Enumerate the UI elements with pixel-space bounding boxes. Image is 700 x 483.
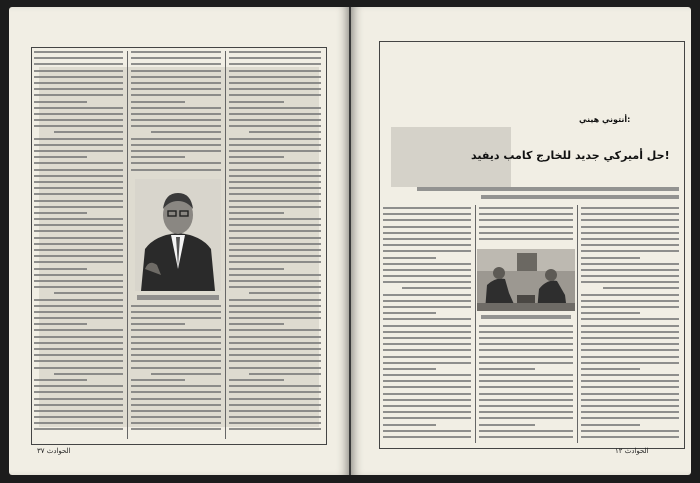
text-line [229,323,284,325]
text-line [383,269,471,271]
text-line [229,317,321,319]
text-line [34,150,123,152]
text-line [34,218,123,220]
text-line [229,206,321,208]
text-line [581,331,679,333]
text-line [34,76,123,78]
text-line [581,417,679,419]
text-line [34,243,123,245]
text-line [581,424,640,426]
text-line [581,362,679,364]
text-line [34,187,123,189]
text-line [34,354,123,356]
article-deck-line [481,195,679,199]
text-line [34,206,123,208]
text-line [383,417,471,419]
text-line [34,107,123,109]
text-line [383,411,471,413]
text-line [383,238,471,240]
text-line [581,263,679,265]
text-line [383,349,471,351]
text-line [34,280,123,282]
column-rule [127,51,128,439]
text-line [479,368,535,370]
text-line [229,385,321,387]
text-line [131,156,185,158]
text-line [34,224,123,226]
text-line [34,113,123,115]
text-line [383,300,471,302]
text-line [581,275,679,277]
left-folio: الحوادث ٣٧ [37,447,71,455]
text-line [581,232,679,234]
text-line [383,368,436,370]
text-line [383,356,471,358]
text-line [229,416,321,418]
text-line [581,430,679,432]
text-line [229,94,321,96]
text-line [383,306,471,308]
text-line [581,411,679,413]
text-line [229,107,321,109]
text-line [581,368,640,370]
text-line [581,300,679,302]
text-line [131,385,221,387]
text-line [131,404,221,406]
text-line [131,101,185,103]
text-line [131,348,221,350]
text-line [34,360,123,362]
column-rule [225,51,226,439]
text-line [383,257,436,259]
text-line [131,57,221,59]
text-line [131,329,221,331]
text-line [54,373,123,375]
text-line [229,367,321,369]
text-line [383,331,471,333]
text-line [479,331,573,333]
text-line [479,232,573,234]
text-line [34,237,123,239]
text-line [383,294,471,296]
text-line [34,311,123,313]
text-line [581,219,679,221]
text-line [581,213,679,215]
text-line [383,213,471,215]
text-line [229,224,321,226]
meeting-photo [477,249,575,311]
text-line [34,125,123,127]
text-line [383,362,471,364]
text-line [131,107,221,109]
text-line [131,119,221,121]
text-line [229,348,321,350]
text-line [34,119,123,121]
text-line [383,380,471,382]
text-line [34,404,123,406]
text-line [479,405,573,407]
column-rule [577,205,578,443]
article-kicker: أنتوني هيني: [579,115,631,124]
left-page [9,7,349,475]
text-line [34,348,123,350]
text-line [479,380,573,382]
text-line [131,360,221,362]
text-line [229,398,321,400]
text-line [581,356,679,358]
text-line [34,193,123,195]
text-line [479,399,573,401]
article-deck [417,187,679,191]
text-line [131,169,221,171]
text-line [581,281,679,283]
text-line [151,131,221,133]
text-line [229,336,321,338]
text-line [383,393,471,395]
text-line [479,393,573,395]
text-line [229,156,284,158]
text-line [34,274,123,276]
text-line [131,88,221,90]
photo-caption [481,315,571,319]
text-line [383,244,471,246]
text-line [131,138,221,140]
text-line [479,226,573,228]
text-line [581,318,679,320]
text-line [131,323,185,325]
text-line [131,416,221,418]
text-line [479,343,573,345]
article-column-3 [581,207,679,443]
text-line [34,336,123,338]
text-line [34,329,123,331]
text-line [383,386,471,388]
text-line [131,367,221,369]
text-line [479,207,573,209]
text-line [34,342,123,344]
text-line [581,436,679,438]
text-line [34,138,123,140]
text-line [383,325,471,327]
text-line [229,329,321,331]
text-line [229,342,321,344]
text-line [229,187,321,189]
text-line [34,367,123,369]
text-line [131,51,221,53]
text-line [383,318,471,320]
text-line [581,257,640,259]
text-line [34,317,123,319]
article-headline: حل أميركي جديد للخارج كامب ديفيد! [471,149,670,162]
text-line [34,94,123,96]
text-line [249,373,321,375]
text-line [581,226,679,228]
text-line [383,263,471,265]
text-line [131,336,221,338]
text-line [34,255,123,257]
text-line [34,385,123,387]
text-line [383,281,471,283]
text-line [229,57,321,59]
text-line [151,373,221,375]
text-line [229,88,321,90]
text-line [229,410,321,412]
text-line [34,230,123,232]
text-line [581,306,679,308]
text-line [229,249,321,251]
text-line [34,70,123,72]
text-line [581,244,679,246]
text-line [581,312,640,314]
text-line [229,268,284,270]
text-line [34,286,123,288]
text-line [229,274,321,276]
text-line [479,219,573,221]
text-line [479,417,573,419]
text-line [229,404,321,406]
text-line [229,255,321,257]
text-line [34,162,123,164]
text-line [131,305,221,307]
text-line [34,200,123,202]
text-line [229,175,321,177]
text-line [34,175,123,177]
text-line [249,131,321,133]
article-column-1 [34,51,123,439]
text-line [383,207,471,209]
text-line [581,405,679,407]
text-line [383,226,471,228]
column-rule [475,205,476,443]
text-line [581,337,679,339]
text-line [581,380,679,382]
text-line [229,63,321,65]
text-line [229,243,321,245]
text-line [131,82,221,84]
text-line [581,349,679,351]
text-line [229,51,321,53]
text-line [131,144,221,146]
portrait-photo [135,179,221,291]
text-line [34,416,123,418]
text-line [131,354,221,356]
text-line [131,398,221,400]
text-line [131,391,221,393]
text-line [34,212,87,214]
text-line [229,379,284,381]
text-line [229,428,321,430]
meeting-scene-icon [477,249,575,311]
text-line [479,424,535,426]
text-line [479,436,573,438]
text-line [34,398,123,400]
text-line [479,362,573,364]
article-column-1 [383,207,471,443]
text-line [131,70,221,72]
text-line [229,230,321,232]
text-line [229,82,321,84]
text-line [229,150,321,152]
text-line [34,410,123,412]
text-line [581,238,679,240]
text-line [229,261,321,263]
text-line [581,399,679,401]
text-line [34,82,123,84]
text-line [229,119,321,121]
text-line [479,337,573,339]
text-line [383,219,471,221]
text-line [229,422,321,424]
text-line [402,287,471,289]
text-line [34,88,123,90]
text-line [131,379,185,381]
text-line [131,150,221,152]
text-line [479,349,573,351]
text-line [229,218,321,220]
text-line [34,249,123,251]
text-line [229,169,321,171]
text-line [34,101,87,103]
text-line [229,280,321,282]
text-line [383,343,471,345]
text-line [131,76,221,78]
text-line [229,237,321,239]
text-line [54,131,123,133]
text-line [229,113,321,115]
text-line [249,292,321,294]
text-line [229,360,321,362]
text-line [383,424,436,426]
text-line [383,430,471,432]
text-line [383,250,471,252]
text-line [229,70,321,72]
text-line [581,343,679,345]
text-line [229,286,321,288]
text-line [383,312,436,314]
text-line [479,411,573,413]
text-line [34,144,123,146]
text-line [479,213,573,215]
text-line [34,169,123,171]
text-line [229,193,321,195]
text-line [229,181,321,183]
text-line [229,311,321,313]
text-line [581,269,679,271]
text-line [229,391,321,393]
text-line [479,430,573,432]
text-line [229,138,321,140]
text-line [34,299,123,301]
text-line [383,399,471,401]
text-line [34,63,123,65]
text-line [34,181,123,183]
text-line [581,374,679,376]
text-line [131,342,221,344]
text-line [131,317,221,319]
text-line [229,144,321,146]
text-line [479,325,573,327]
text-line [131,63,221,65]
text-line [229,299,321,301]
text-line [229,76,321,78]
text-line [229,354,321,356]
text-line [229,212,284,214]
right-page [351,7,691,475]
text-line [581,294,679,296]
text-line [479,356,573,358]
text-line [581,207,679,209]
text-line [383,405,471,407]
text-line [131,428,221,430]
text-line [34,51,123,53]
text-line [131,162,221,164]
text-line [34,268,87,270]
text-line [131,113,221,115]
text-line [603,287,679,289]
text-line [131,125,221,127]
text-line [34,428,123,430]
text-line [383,232,471,234]
text-line [383,275,471,277]
text-line [131,422,221,424]
text-line [229,200,321,202]
text-line [479,238,573,240]
photo-caption [137,295,219,300]
text-line [383,337,471,339]
text-line [383,374,471,376]
text-line [229,162,321,164]
text-line [131,94,221,96]
text-line [479,374,573,376]
text-line [34,379,87,381]
text-line [54,292,123,294]
text-line [131,410,221,412]
text-line [34,57,123,59]
text-line [581,250,679,252]
portrait-figure-icon [135,179,221,291]
text-line [479,386,573,388]
text-line [383,436,471,438]
article-column-3 [229,51,321,439]
text-line [34,422,123,424]
text-line [229,101,284,103]
text-line [34,391,123,393]
text-line [34,305,123,307]
text-line [34,323,87,325]
right-folio: الحوادث ١٢ [615,447,649,455]
text-line [34,261,123,263]
text-line [34,156,87,158]
text-line [229,125,321,127]
text-line [229,305,321,307]
article-column-2 [479,207,573,443]
text-line [581,386,679,388]
text-line [581,325,679,327]
text-line [581,393,679,395]
text-line [131,311,221,313]
